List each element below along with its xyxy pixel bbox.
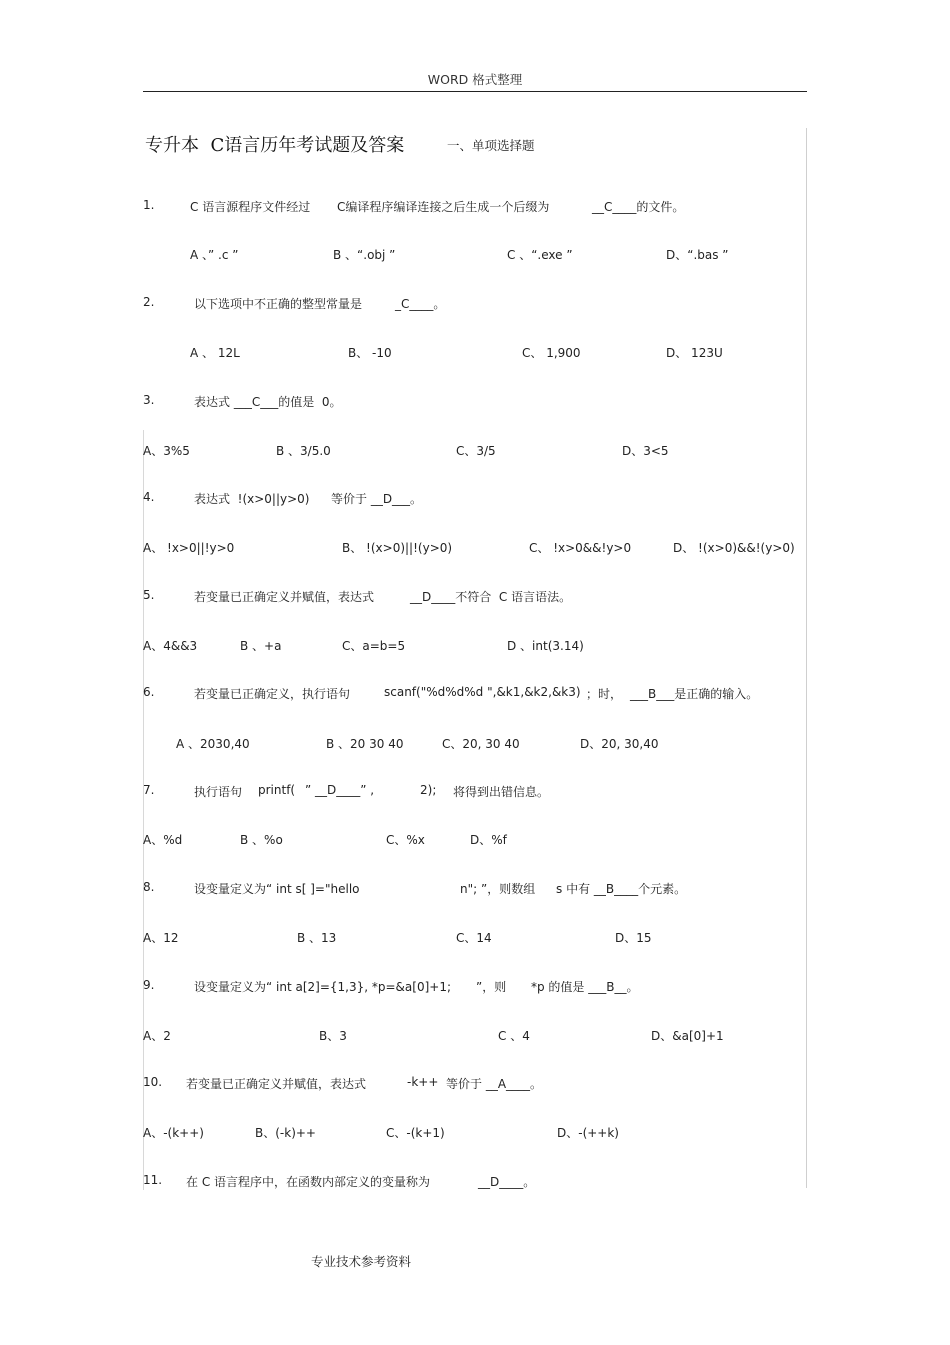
question-row	[0, 1173, 950, 1193]
question-row	[0, 393, 950, 413]
option-a: A 、 12L	[190, 346, 240, 360]
question-row	[0, 880, 950, 900]
question-answer: 等价于 __D___。	[331, 492, 423, 506]
question-number: 11.	[143, 1173, 163, 1187]
options-row	[0, 1124, 950, 1144]
question-row	[0, 978, 950, 998]
question-stem: 表达式 !(x>0||y>0)	[194, 492, 310, 506]
question-number: 10.	[143, 1075, 163, 1089]
option-b: B 、%o	[240, 833, 283, 847]
option-a: A、%d	[143, 833, 183, 847]
question-number: 6.	[143, 685, 155, 699]
option-d: D、-(++k)	[557, 1126, 619, 1140]
option-d: D、15	[615, 931, 652, 945]
option-b: B 、13	[297, 931, 337, 945]
section-heading: 一、单项选择题	[447, 138, 535, 153]
option-b: B、 -10	[348, 346, 392, 360]
options-row	[0, 831, 950, 851]
option-c: C、a=b=5	[342, 639, 406, 653]
options-row	[0, 246, 950, 266]
option-a: A 、” .c ”	[190, 248, 239, 262]
question-stem: C 语言源程序文件经过	[190, 200, 311, 214]
question-answer: __D____不符合 C 语言语法。	[410, 590, 572, 604]
document-title: 专升本 C语言历年考试题及答案	[145, 135, 405, 156]
question-answer: 等价于 __A____。	[446, 1077, 543, 1091]
question-stem: printf(	[258, 783, 296, 797]
question-stem: 以下选项中不正确的整型常量是	[194, 297, 363, 311]
option-d: D、20, 30,40	[580, 737, 659, 751]
option-b: B、(-k)++	[255, 1126, 316, 1140]
option-d: D、 123U	[666, 346, 723, 360]
options-row	[0, 735, 950, 755]
question-stem: ”，则	[476, 980, 507, 994]
question-answer: ___B___是正确的输入。	[630, 687, 759, 701]
question-stem: n"; ”，则数组	[460, 882, 536, 896]
question-stem: ；时，	[586, 687, 623, 701]
question-answer: __D____。	[478, 1175, 536, 1189]
option-a: A、12	[143, 931, 179, 945]
option-d: D、%f	[470, 833, 507, 847]
option-d: D、&a[0]+1	[651, 1029, 724, 1043]
option-c: C、 !x>0&&!y>0	[529, 541, 632, 555]
question-row	[0, 783, 950, 803]
question-row	[0, 490, 950, 510]
option-c: C 、“.exe ”	[507, 248, 573, 262]
header-rule	[143, 91, 807, 92]
page-footer: 专业技术参考资料	[311, 1254, 412, 1269]
option-d: D、“.bas ”	[666, 248, 729, 262]
question-stem: 2);	[420, 783, 437, 797]
question-stem: 设变量定义为“ int a[2]={1,3}, *p=&a[0]+1;	[194, 980, 451, 994]
option-c: C 、4	[498, 1029, 530, 1043]
question-answer-code: ” __D____” ,	[305, 783, 375, 797]
option-d: D、3<5	[622, 444, 669, 458]
option-a: A、4&&3	[143, 639, 198, 653]
question-stem: 若变量已正确定义，执行语句	[194, 687, 351, 701]
options-row	[0, 539, 950, 559]
options-row	[0, 1027, 950, 1047]
option-a: A、-(k++)	[143, 1126, 204, 1140]
question-number: 8.	[143, 880, 155, 894]
question-answer: 将得到出错信息。	[453, 785, 550, 799]
options-row	[0, 344, 950, 364]
question-stem: -k++	[407, 1075, 439, 1089]
option-a: A、 !x>0||!y>0	[143, 541, 235, 555]
option-a: A、3%5	[143, 444, 190, 458]
question-number: 5.	[143, 588, 155, 602]
question-number: 3.	[143, 393, 155, 407]
option-b: B 、3/5.0	[276, 444, 331, 458]
option-a: A 、2030,40	[176, 737, 250, 751]
option-c: C、3/5	[456, 444, 496, 458]
page-header: WORD 格式整理	[427, 72, 523, 87]
question-row	[0, 198, 950, 218]
question-row	[0, 1075, 950, 1095]
question-answer: __C____的文件。	[592, 200, 685, 214]
question-stem: 表达式 ___C___的值是 0。	[194, 395, 342, 409]
option-c: C、%x	[386, 833, 425, 847]
question-number: 4.	[143, 490, 155, 504]
options-row	[0, 442, 950, 462]
question-stem: scanf("%d%d%d ",&k1,&k2,&k3)	[384, 685, 581, 699]
option-c: C、14	[456, 931, 492, 945]
question-row	[0, 685, 950, 705]
option-c: C、20, 30 40	[442, 737, 520, 751]
option-d: D、 !(x>0)&&!(y>0)	[673, 541, 795, 555]
question-answer: s 中有 __B____个元素。	[556, 882, 687, 896]
question-stem: 若变量已正确定义并赋值，表达式	[194, 590, 375, 604]
option-b: B、3	[319, 1029, 347, 1043]
question-stem: 若变量已正确定义并赋值，表达式	[186, 1077, 367, 1091]
option-b: B 、+a	[240, 639, 282, 653]
question-row	[0, 295, 950, 315]
question-row	[0, 588, 950, 608]
question-stem: 设变量定义为“ int s[ ]="hello	[194, 882, 360, 896]
options-row	[0, 929, 950, 949]
question-number: 2.	[143, 295, 155, 309]
option-c: C、 1,900	[522, 346, 581, 360]
option-b: B 、20 30 40	[326, 737, 404, 751]
option-b: B、 !(x>0)||!(y>0)	[342, 541, 453, 555]
question-number: 7.	[143, 783, 155, 797]
option-c: C、-(k+1)	[386, 1126, 445, 1140]
option-a: A、2	[143, 1029, 171, 1043]
option-d: D 、int(3.14)	[507, 639, 584, 653]
question-number: 1.	[143, 198, 155, 212]
question-number: 9.	[143, 978, 155, 992]
options-row	[0, 637, 950, 657]
question-stem: C编译程序编译连接之后生成一个后缀为	[337, 200, 550, 214]
question-answer: _C____。	[395, 297, 446, 311]
question-stem: 在 C 语言程序中，在函数内部定义的变量称为	[186, 1175, 431, 1189]
option-b: B 、“.obj ”	[333, 248, 396, 262]
question-answer: *p 的值是 ___B__。	[531, 980, 639, 994]
question-stem: 执行语句	[194, 785, 243, 799]
